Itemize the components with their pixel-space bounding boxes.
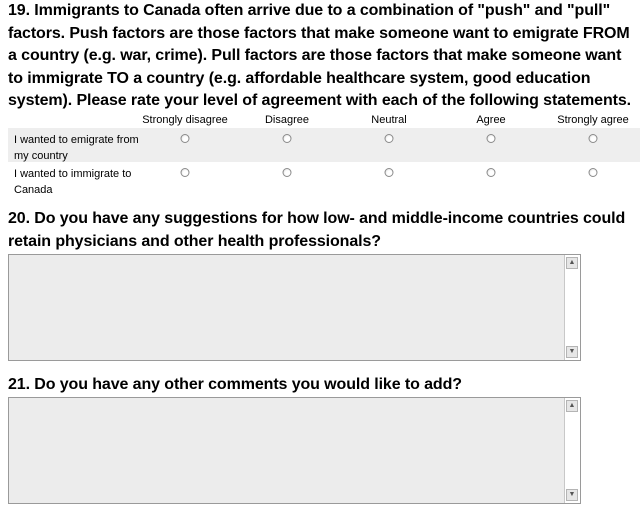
question-19-text: 19. Immigrants to Canada often arrive due to a combination of "push" and "pull" factors. Push factors are those factors that make someone want to emigrate FROM a country (e.g. war, crime). Pull factors are those factors that make someone want to immigrate TO a country (e.g. affordable healthcare system, good education system). Please rate your level of agreement with each of the following statements. [8,2,631,109]
radio-immigrate-agree[interactable] [487,168,496,177]
matrix-row-emigrate [8,128,640,162]
matrix-row-immigrate [8,162,640,196]
column-neutral: Neutral [371,114,407,126]
radio-emigrate-strongly-agree[interactable] [589,134,598,143]
radio-emigrate-agree[interactable] [487,134,496,143]
column-strongly-disagree: Strongly disagree [142,114,228,126]
agreement-matrix [8,114,640,196]
radio-emigrate-neutral[interactable] [385,134,394,143]
scroll-up-icon[interactable]: ▲ [566,257,578,269]
radio-immigrate-disagree[interactable] [283,168,292,177]
column-disagree: Disagree [264,114,310,126]
scroll-down-icon[interactable]: ▼ [566,346,578,358]
textarea-scrollbar[interactable] [564,398,580,503]
row-label: I wanted to immigrate to Canada [14,168,132,196]
textarea-scrollbar[interactable] [564,255,580,360]
radio-immigrate-strongly-agree[interactable] [589,168,598,177]
radio-immigrate-strongly-disagree[interactable] [181,168,190,177]
column-agree: Agree [476,114,506,126]
question-20-text: 20. Do you have any suggestions for how low- and middle-income countries could retain physicians and other health professionals? [8,210,626,250]
column-strongly-agree: Strongly agree [557,114,629,126]
matrix-header [8,114,640,128]
radio-emigrate-strongly-disagree[interactable] [181,134,190,143]
suggestions-textarea[interactable] [8,254,581,361]
radio-immigrate-neutral[interactable] [385,168,394,177]
question-21-text: 21. Do you have any other comments you would like to add? [8,376,462,393]
comments-textarea[interactable] [8,397,581,504]
radio-emigrate-disagree[interactable] [283,134,292,143]
scroll-down-icon[interactable]: ▼ [566,489,578,501]
scroll-up-icon[interactable]: ▲ [566,400,578,412]
row-label: I wanted to emigrate from my country [14,134,139,162]
